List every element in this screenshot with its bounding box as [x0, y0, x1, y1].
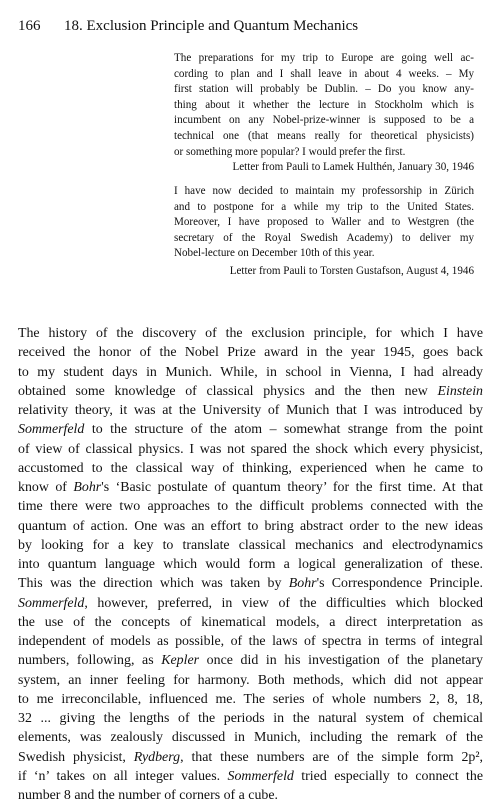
- body-line: into quantum language which would form a logical generalization of these.: [18, 557, 483, 572]
- body-line: of view of classical physics. I was not spared the shock which every physicist,: [18, 441, 483, 457]
- body-line: relativity theory, it was at the University of Munich that I was introduced by: [18, 403, 483, 418]
- page-number: 166: [18, 18, 41, 34]
- body-line: by looking for a key to translate classical mechanics and electrodynamics: [18, 537, 483, 553]
- body-line: Sommerfeld to the structure of the atom – somewhat strange from the point: [18, 422, 483, 438]
- quote-line: The preparations for my trip to Europe are going well ac-: [174, 52, 474, 64]
- quote-line: or something more popular? I would prefer the first.: [174, 145, 406, 158]
- body-line: obtained some knowledge of classical physics and the then new Einstein: [18, 383, 483, 399]
- body-line: independent of models as possible, of the laws of spectra in terms of integral: [18, 634, 483, 649]
- body-line: know of Bohr's ‘Basic postulate of quantum theory’ for the first time. At that: [18, 480, 483, 495]
- body-line: to my student days in Munich. While, in school in Vienna, I had already: [18, 364, 483, 380]
- quote-line: technical one (that means really for theoretical physicists): [174, 129, 474, 142]
- body-line: The history of the discovery of the exclusion principle, for which I have: [18, 326, 483, 341]
- quote-line: and to postpone for a while my trip to the United States.: [174, 200, 474, 213]
- body-line: received the honor of the Nobel Prize award in the year 1945, goes back: [18, 345, 483, 361]
- quote-line: incumbent on any Nobel-prize-winner is supposed to be a: [174, 114, 474, 127]
- body-line: number 8 and the number of corners of a cube.: [18, 788, 278, 803]
- body-line: numbers, following, as Kepler once did in his investigation of the planetary: [18, 653, 483, 669]
- body-line: 32 ... giving the lengths of the periods in the natural system of chemical: [18, 711, 483, 726]
- quote-line: cording to plan and I shall leave in about 4 weeks. – My: [174, 67, 474, 80]
- body-line: time there were two approaches to the difficult problems connected with the: [18, 499, 483, 515]
- body-line: Swedish physicist, Rydberg, that these numbers are of the simple form 2p²,: [18, 749, 483, 765]
- epigraph-quote-1: [174, 51, 474, 160]
- body-line: elements, was zealously discussed in Munich, including the remark of the: [18, 730, 483, 746]
- page-header: [18, 18, 482, 38]
- quote-attribution-1: Letter from Pauli to Lamek Hulthén, January 30, 1946: [232, 161, 474, 173]
- quote-line: I have now decided to maintain my professorship in Zürich: [174, 185, 474, 197]
- running-head: 18. Exclusion Principle and Quantum Mechanics: [64, 18, 359, 34]
- main-body-text: [18, 324, 483, 805]
- body-line: the use of the concepts of kinematical models, a direct interpretation as: [18, 614, 483, 630]
- body-line: system, an inner feeling for harmony. Both methods, which did not appear: [18, 672, 483, 688]
- body-line: to me irreconcilable, influenced me. The series of whole numbers 2, 8, 18,: [18, 691, 483, 707]
- body-line: quantum of action. One was an effort to bring abstract order to the new ideas: [18, 518, 483, 534]
- epigraph-quote-2: [174, 184, 474, 262]
- quote-line: first station will probably be Dublin. – Do you know any-: [174, 83, 474, 96]
- body-line: accustomed to the classical way of thinking, experienced when he came to: [18, 460, 483, 476]
- body-line: Sommerfeld, however, preferred, in view of the difficulties which blocked: [18, 595, 483, 611]
- body-line: if ‘n’ takes on all integer values. Sommerfeld tried especially to connect the: [18, 768, 483, 784]
- quote-line: Nobel-lecture on December 10th of this year.: [174, 247, 375, 260]
- body-line: This was the direction which was taken by Bohr's Correspondence Principle.: [18, 576, 483, 592]
- quote-line: secretary of the Royal Swedish Academy) to deliver my: [174, 231, 474, 244]
- quote-attribution-2: Letter from Pauli to Torsten Gustafson, August 4, 1946: [229, 265, 474, 277]
- quote-line: Moreover, I have proposed to Waller and to Westgren (the: [174, 216, 474, 229]
- quote-line: thing about it whether the lecture in Stockholm which is: [174, 98, 474, 111]
